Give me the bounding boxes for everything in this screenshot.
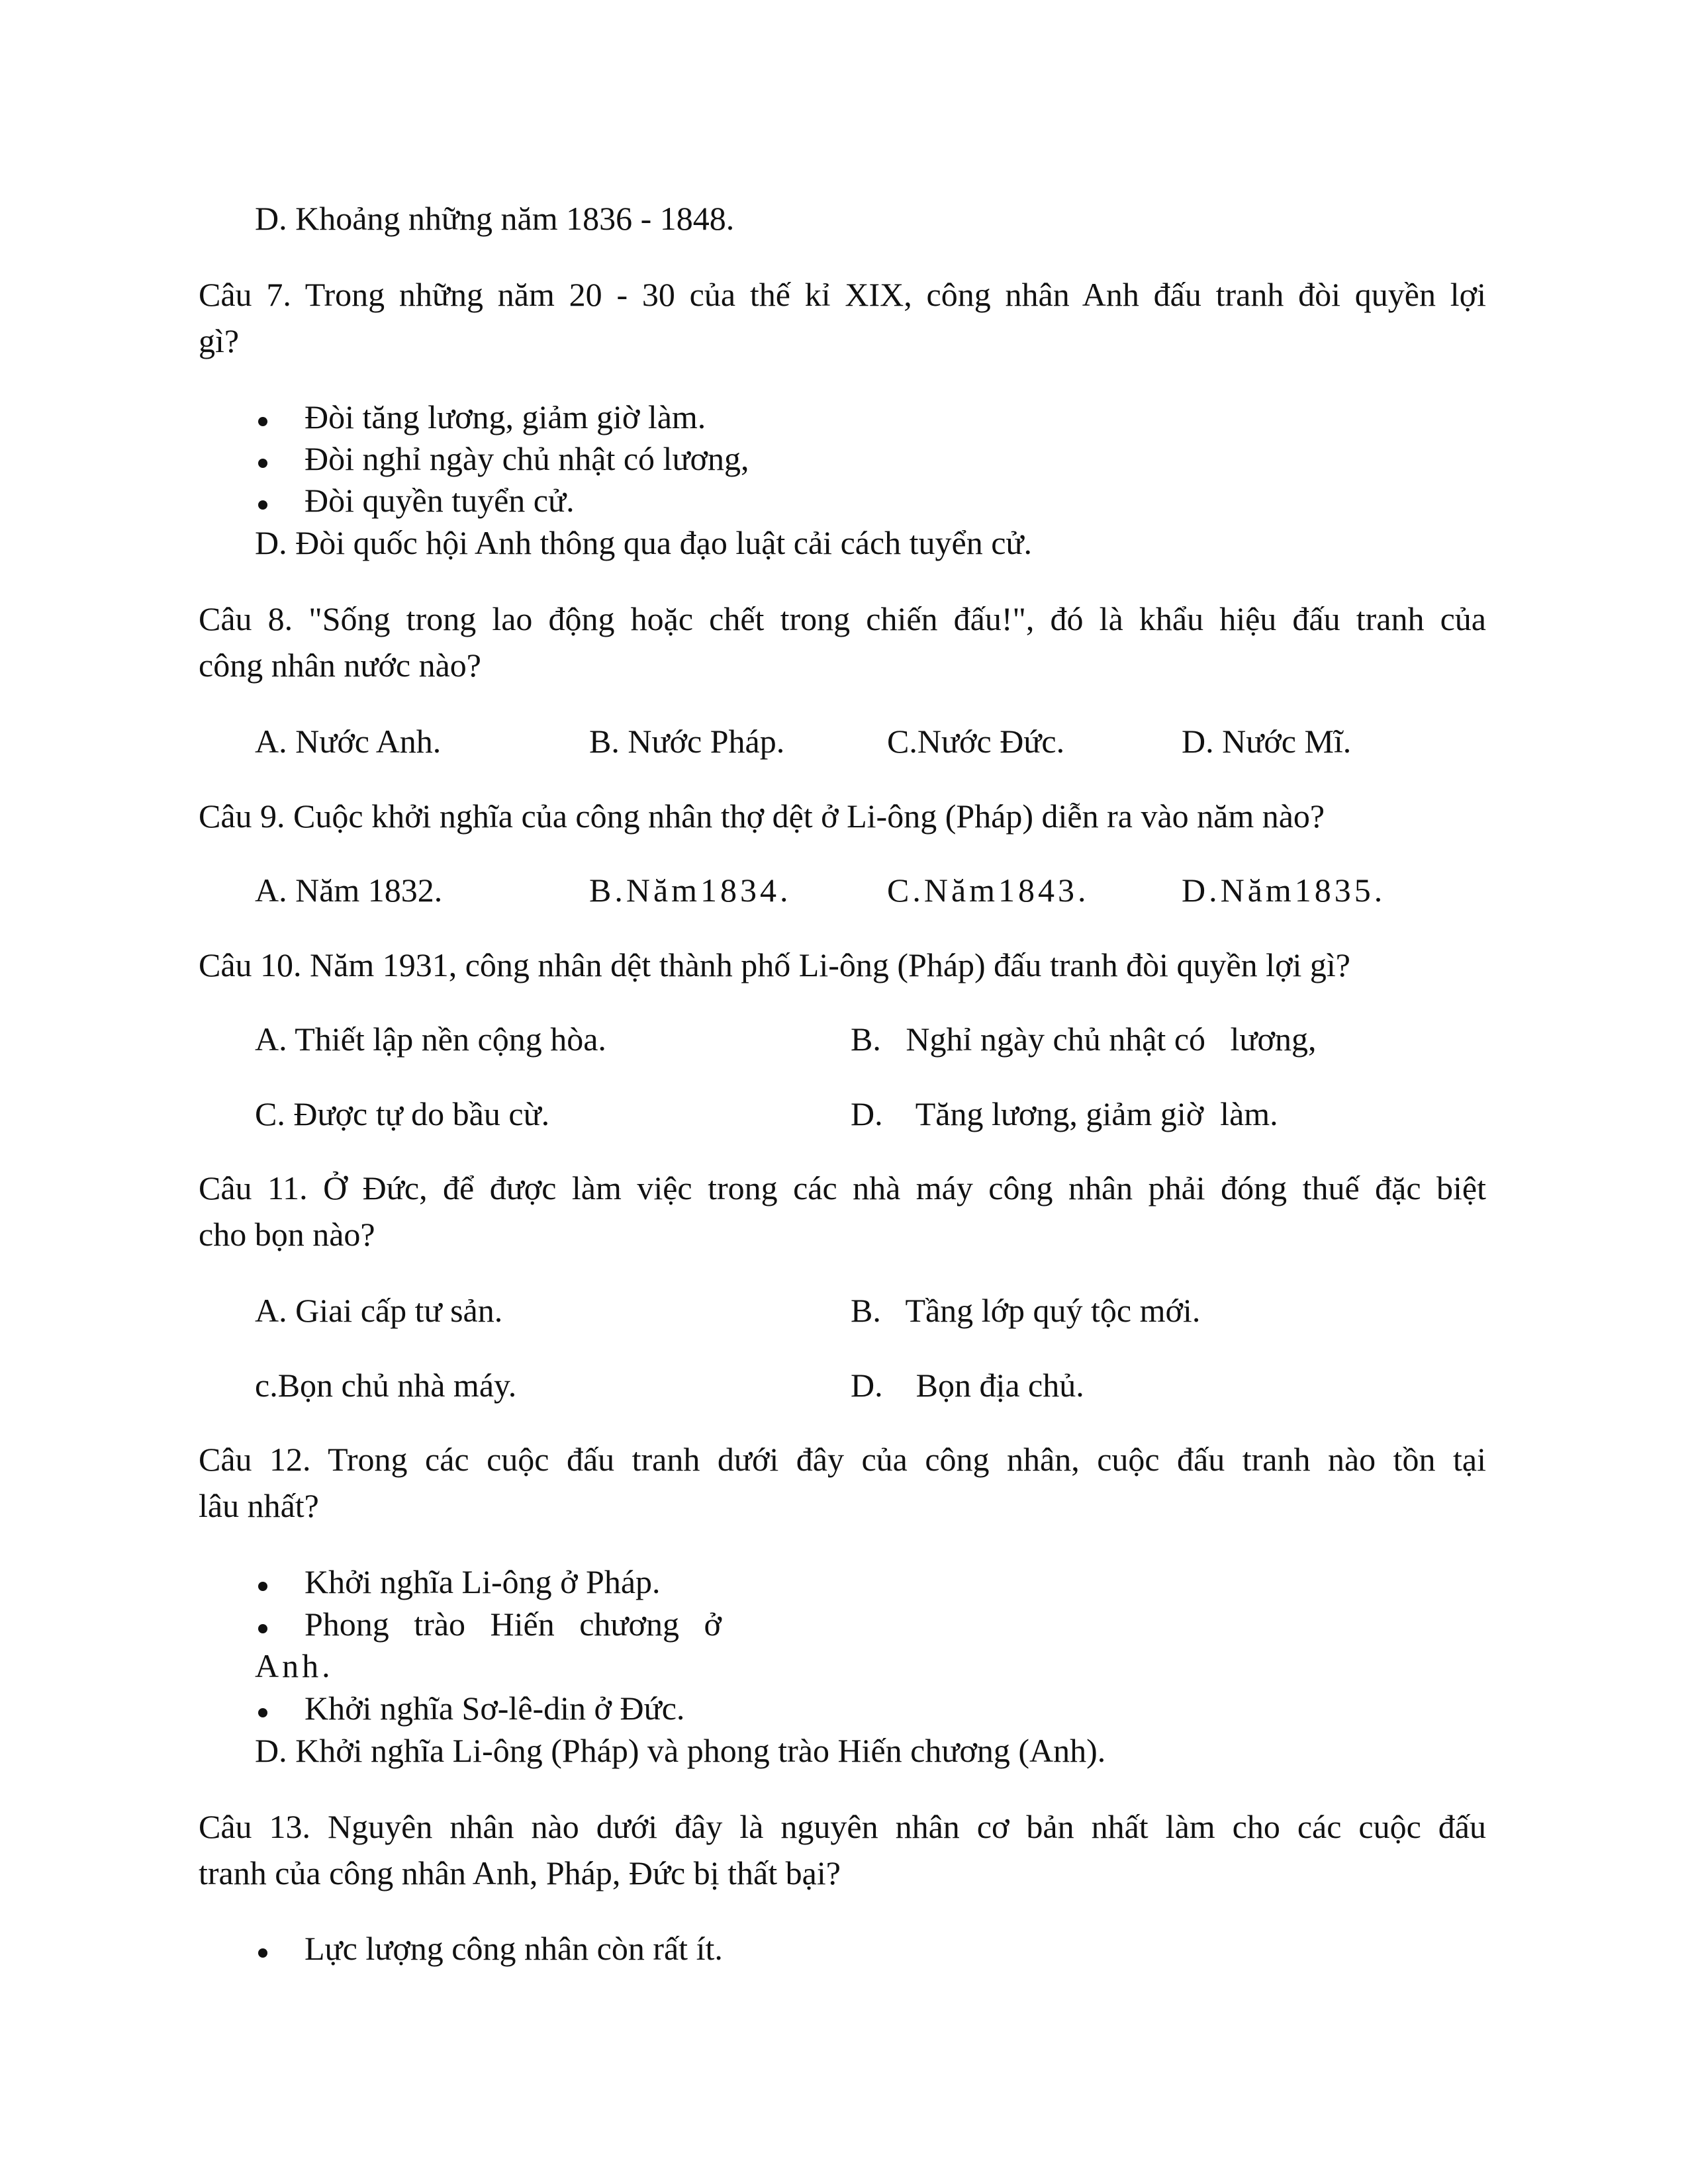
bullet-icon bbox=[258, 417, 267, 426]
q7-question: Câu 7. Trong những năm 20 - 30 của thế kỉ XIX, công nhân Anh đấu tranh đòi quyền lợi bbox=[199, 276, 1486, 313]
q9-option-b: B.Năm1834. bbox=[589, 872, 792, 909]
bullet-icon bbox=[258, 459, 267, 468]
q12-option-b: Phong trào Hiến chương ở bbox=[305, 1606, 722, 1643]
q12-option-a: Khởi nghĩa Li-ông ở Pháp. bbox=[305, 1563, 661, 1600]
q10-option-d: D. Tăng lương, giảm giờ làm. bbox=[851, 1095, 1278, 1132]
q10-option-a: A. Thiết lập nền cộng hòa. bbox=[255, 1021, 606, 1058]
q7-option-d: D. Đòi quốc hội Anh thông qua đạo luật cải cách tuyển cử. bbox=[255, 524, 1033, 561]
q13-question: Câu 13. Nguyên nhân nào dưới đây là nguyên nhân cơ bản nhất làm cho các cuộc đấu bbox=[199, 1808, 1486, 1845]
q7-option-b: Đòi nghỉ ngày chủ nhật có lương, bbox=[305, 440, 749, 477]
q11-option-a: A. Giai cấp tư sản. bbox=[255, 1292, 503, 1329]
q12-option-c: Khởi nghĩa Sơ-lê-din ở Đức. bbox=[305, 1690, 685, 1727]
q8-option-d: D. Nước Mĩ. bbox=[1182, 723, 1352, 760]
q9-option-d: D.Năm1835. bbox=[1182, 872, 1386, 909]
q13-question-cont: tranh của công nhân Anh, Pháp, Đức bị thất bại? bbox=[199, 1854, 841, 1891]
q9-option-c: C.Năm1843. bbox=[887, 872, 1090, 909]
q9-option-a: A. Năm 1832. bbox=[255, 872, 443, 909]
q11-question: Câu 11. Ở Đức, để được làm việc trong các nhà máy công nhân phải đóng thuế đặc biệt bbox=[199, 1169, 1486, 1206]
bullet-icon bbox=[258, 1624, 267, 1633]
q7-question-cont: gì? bbox=[199, 322, 240, 359]
q7-option-a: Đòi tăng lương, giảm giờ làm. bbox=[305, 398, 706, 435]
q11-option-d: D. Bọn địa chủ. bbox=[851, 1367, 1084, 1404]
q13-option-a: Lực lượng công nhân còn rất ít. bbox=[305, 1930, 723, 1967]
q8-question-cont: công nhân nước nào? bbox=[199, 647, 482, 684]
q11-option-b: B. Tầng lớp quý tộc mới. bbox=[851, 1292, 1201, 1329]
bullet-icon bbox=[258, 1582, 267, 1591]
q10-option-b: B. Nghỉ ngày chủ nhật có lương, bbox=[851, 1021, 1317, 1058]
q12-option-b-cont: Anh. bbox=[255, 1647, 334, 1684]
bullet-icon bbox=[258, 500, 267, 510]
q10-question: Câu 10. Năm 1931, công nhân dệt thành phố Li-ông (Pháp) đấu tranh đòi quyền lợi gì? bbox=[199, 946, 1350, 983]
q8-question: Câu 8. "Sống trong lao động hoặc chết trong chiến đấu!", đó là khẩu hiệu đấu tranh của bbox=[199, 600, 1486, 637]
q12-question-cont: lâu nhất? bbox=[199, 1487, 319, 1524]
q6-option-d: D. Khoảng những năm 1836 - 1848. bbox=[255, 200, 735, 237]
q8-option-a: A. Nước Anh. bbox=[255, 723, 442, 760]
q8-option-b: B. Nước Pháp. bbox=[589, 723, 785, 760]
bullet-icon bbox=[258, 1948, 267, 1958]
q11-question-cont: cho bọn nào? bbox=[199, 1216, 375, 1253]
q12-option-d: D. Khởi nghĩa Li-ông (Pháp) và phong trào Hiến chương (Anh). bbox=[255, 1732, 1106, 1769]
q11-option-c: c.Bọn chủ nhà máy. bbox=[255, 1367, 517, 1404]
q9-question: Câu 9. Cuộc khởi nghĩa của công nhân thợ dệt ở Li-ông (Pháp) diễn ra vào năm nào? bbox=[199, 797, 1325, 835]
q12-question: Câu 12. Trong các cuộc đấu tranh dưới đây của công nhân, cuộc đấu tranh nào tồn tại bbox=[199, 1441, 1486, 1478]
q7-option-c: Đòi quyền tuyển cử. bbox=[305, 482, 575, 519]
bullet-icon bbox=[258, 1708, 267, 1717]
q10-option-c: C. Được tự do bầu cừ. bbox=[255, 1095, 550, 1132]
q8-option-c: C.Nước Đức. bbox=[887, 723, 1065, 760]
